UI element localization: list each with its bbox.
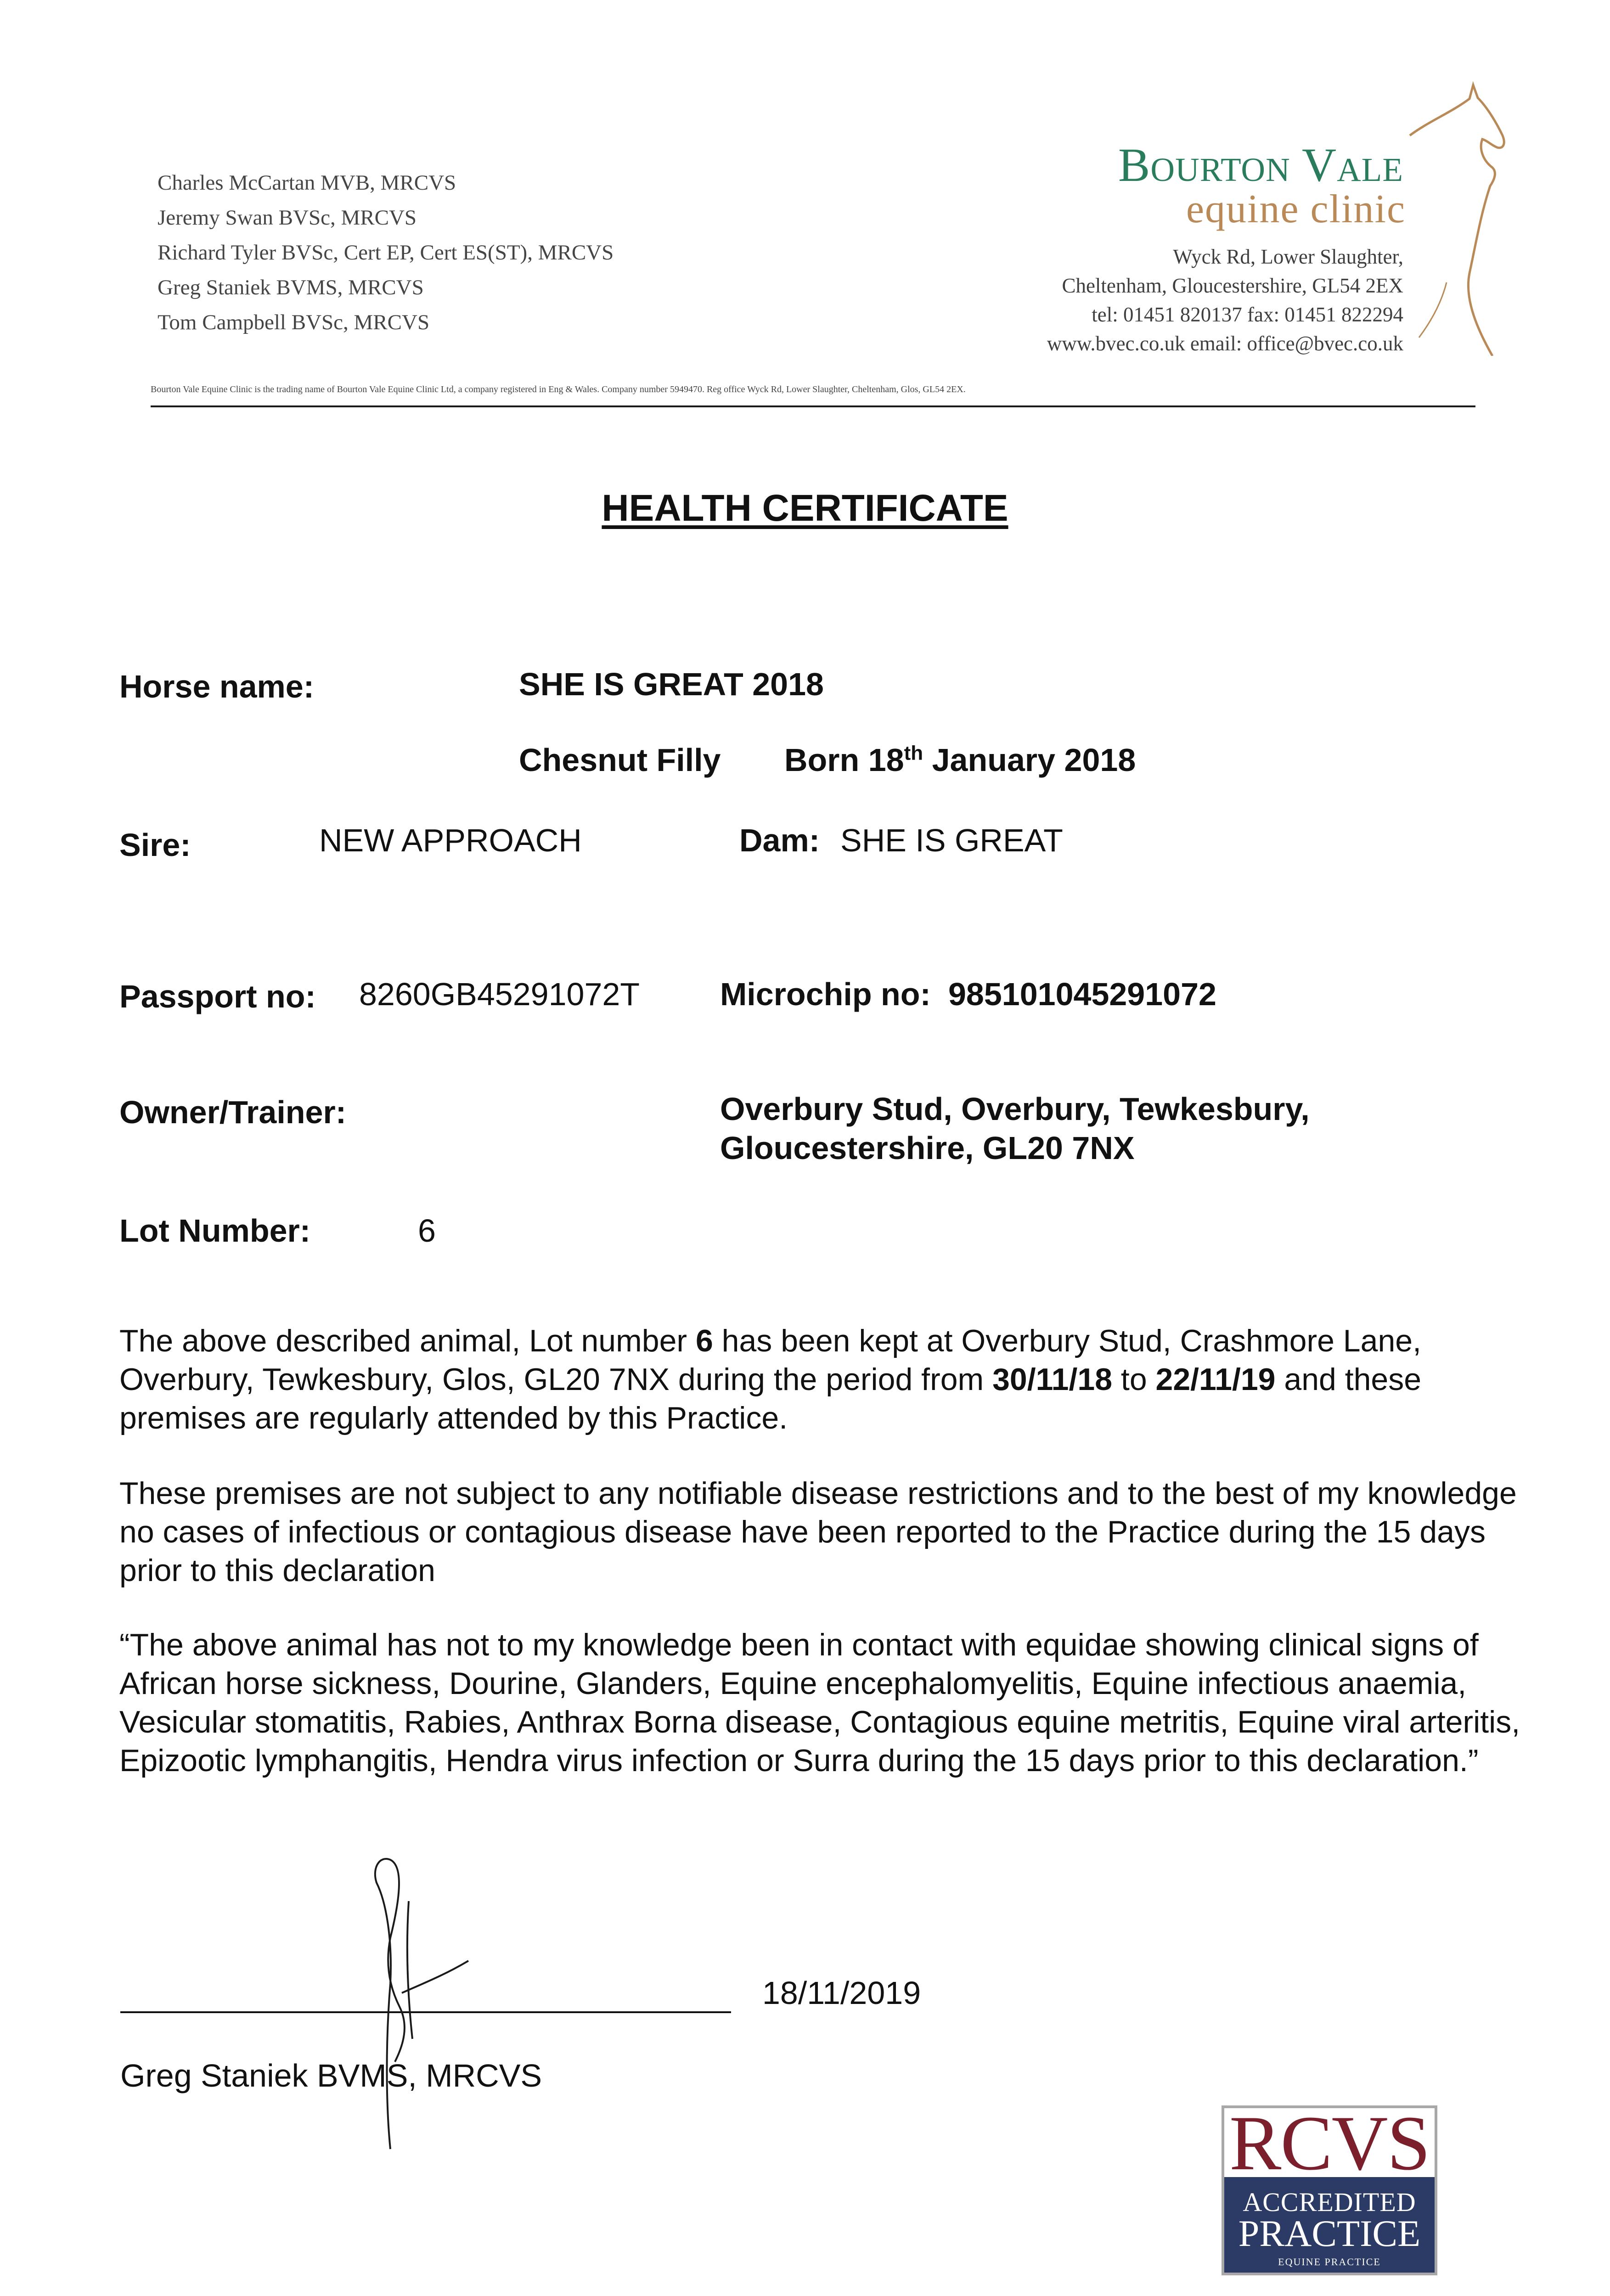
owner-line-1: Overbury Stud, Overbury, Tewkesbury, (720, 1091, 1310, 1127)
document-title (0, 487, 1610, 530)
vet-name: Tom Campbell BVSc, MRCVS (158, 310, 430, 334)
address-line: Cheltenham, Gloucestershire, GL54 2EX (1062, 274, 1403, 297)
horse-name: SHE IS GREAT 2018 (519, 666, 824, 702)
vet-name: Richard Tyler BVSc, Cert EP, Cert ES(ST), MRCVS (158, 241, 614, 264)
sire-label: Sire: (119, 827, 191, 863)
p1-text: has been kept at Overbury Stud, Crashmore Lane, Overbury, Tewkesbury, Glos, GL20 7NX during the period from (119, 1323, 1421, 1397)
lot-label: Lot Number: (119, 1213, 311, 1249)
title-text: HEALTH CERTIFICATE (602, 487, 1008, 529)
dam-label: Dam: (739, 822, 820, 858)
horse-logo-icon (1401, 80, 1511, 356)
p1-text: to (1112, 1362, 1156, 1397)
declaration-premises: These premises are not subject to any notifiable disease restrictions and to the best of my knowledge no cases of infectious or contagious disease have been reported to the Practice during the 15 days prior to this declaration (119, 1476, 1517, 1588)
vet-name: Charles McCartan MVB, MRCVS (158, 171, 456, 195)
owner-label: Owner/Trainer: (119, 1094, 347, 1130)
signatory-name: Greg Staniek BVMS, MRCVS (120, 2058, 542, 2093)
badge-equine: EQUINE PRACTICE (1278, 2256, 1381, 2268)
born-suffix: January 2018 (923, 742, 1136, 778)
clinic-name: Bourton Vale (1118, 139, 1403, 191)
clinic-address (1047, 242, 1403, 358)
dam-value: SHE IS GREAT (840, 822, 1063, 858)
lot-value: 6 (418, 1213, 436, 1249)
declaration-kept (119, 1322, 1548, 1437)
horse-born (784, 742, 1136, 778)
rcvs-accreditation-badge (1222, 2100, 1437, 2275)
vets-list (158, 165, 614, 340)
badge-rcvs: RCVS (1229, 2100, 1430, 2186)
badge-practice: PRACTICE (1238, 2212, 1421, 2254)
p1-lot: 6 (695, 1323, 713, 1358)
address-line: Wyck Rd, Lower Slaughter, (1173, 245, 1403, 268)
passport-label: Passport no: (119, 979, 316, 1014)
owner-line-2: Gloucestershire, GL20 7NX (720, 1130, 1135, 1166)
sire-value: NEW APPROACH (319, 822, 582, 858)
legal-notice: Bourton Vale Equine Clinic is the trading name of Bourton Vale Equine Clinic Ltd, a company registered in Eng & Wales. Company number 5949470. Reg office Wyck Rd, Lower Slaughter, Cheltenham, Glos, GL54 2EX. (151, 384, 966, 394)
signature-image (358, 1846, 478, 2158)
passport-value: 8260GB45291072T (359, 976, 640, 1012)
clinic-subtitle: equine clinic (1186, 187, 1406, 231)
horse-description: Chesnut Filly (519, 742, 721, 778)
vet-name: Greg Staniek BVMS, MRCVS (158, 276, 424, 299)
microchip-value: 985101045291072 (948, 976, 1216, 1012)
signature-date: 18/11/2019 (762, 1975, 921, 2011)
badge-accredited: ACCREDITED (1243, 2187, 1416, 2217)
microchip-label: Microchip no: (720, 976, 931, 1012)
p1-text: and these premises are regularly attended by this Practice. (119, 1362, 1422, 1435)
born-sup: th (904, 742, 923, 765)
p1-text: The above described animal, Lot number (119, 1323, 696, 1358)
declaration-contact: “The above animal has not to my knowledge been in contact with equidae showing clinical signs of African horse sickness, Dourine, Glanders, Equine encephalomyelitis, Equine infectious anaemia, Vesicular stomatitis, Rabies, Anthrax Borna disease, Contagious equine metritis, Equine viral arteritis, Epizootic lymphangitis, Hendra virus infection or Surra during the 15 days prior to this declaration.” (119, 1627, 1520, 1778)
vet-name: Jeremy Swan BVSc, MRCVS (158, 206, 417, 230)
address-line: tel: 01451 820137 fax: 01451 822294 (1092, 303, 1403, 326)
address-line: www.bvec.co.uk email: office@bvec.co.uk (1047, 332, 1403, 355)
p1-to-date: 22/11/19 (1155, 1362, 1276, 1397)
header-divider (151, 405, 1475, 407)
born-prefix: Born 18 (784, 742, 904, 778)
horse-name-label: Horse name: (119, 669, 315, 704)
p1-from-date: 30/11/18 (992, 1362, 1113, 1397)
